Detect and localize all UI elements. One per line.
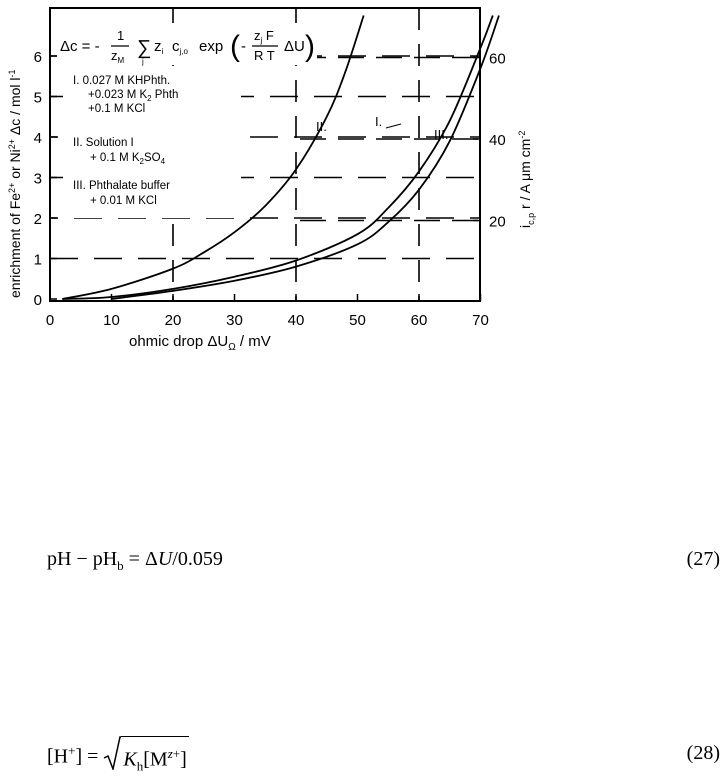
equation-28-body: [H+] = $K_h[M^{z+}]$ [47, 736, 189, 780]
formula-sum-symbol: ∑ [137, 37, 152, 59]
legend [63, 68, 241, 218]
y2-tick-label-40: 40 [489, 132, 506, 149]
formula-frac1-den: $z_M$ [111, 48, 125, 65]
y-tick-label-6: 6 [33, 49, 42, 66]
y-tick-label-4: 4 [33, 130, 42, 147]
formula-frac2-num: $z_j$ F [254, 28, 274, 45]
formula-exp: exp [199, 38, 224, 55]
x-axis-title: ohmic drop $\Delta U_\Omega$ / mV [129, 333, 271, 353]
legend-3-line-2: + 0.01 M KCl [90, 195, 157, 207]
legend-1-line-3: +0.1 M KCl [88, 103, 146, 115]
formula-term-z: $z_i$ [154, 38, 164, 56]
x-tick-labels [46, 312, 489, 329]
curve-label-iii: III. [434, 127, 449, 142]
formula-box [57, 23, 317, 66]
y-tick-label-5: 5 [33, 89, 42, 107]
y2-tick-label-60: 60 [489, 50, 506, 68]
formula-right-paren: ) [305, 30, 315, 63]
equation-27-body: pH − $pH_b = \Delta U/0.059$ [47, 548, 223, 573]
y2-axis-title: $i_{c,p}$ r / A μm $cm^{-2}$ [517, 130, 536, 228]
x-tick-label-50: 50 [349, 312, 366, 329]
formula-lhs: Δc = - [60, 38, 100, 55]
formula-frac2-den: R T [254, 48, 275, 63]
formula-term-c: $c_{j,o}$ [172, 38, 188, 56]
x-tick-label-60: 60 [410, 312, 428, 329]
curve-label-i: I. [375, 114, 383, 129]
legend-1-line-1: I. 0.027 M KHPhth. [73, 75, 171, 87]
curve-label-ii: II. [316, 119, 327, 134]
x-tick-label-20: 20 [164, 312, 182, 329]
x-tick-label-30: 30 [226, 312, 243, 329]
y-axis-title: enrichment of $Fe^{2+}$ or $Ni^{2+}$ Δc / mol $l^{-1}$ [7, 69, 23, 298]
x-tick-label-0: 0 [45, 312, 55, 329]
y2-tick-label-20: 20 [489, 213, 506, 231]
equation-27-number: (27) [686, 548, 720, 570]
formula-delta-u: ΔU [284, 38, 305, 55]
radical-sign-icon [103, 736, 121, 770]
legend-1-line-2: +0.023 M $K_2$ Phth [88, 89, 179, 103]
y-tick-label-3: 3 [33, 170, 42, 188]
y-tick-labels [34, 49, 42, 309]
legend-2-line-2: + 0.1 M $K_2SO_4$ [90, 152, 166, 166]
y-tick-label-0: 0 [33, 292, 42, 309]
y-tick-label-2: 2 [33, 211, 42, 228]
formula-left-paren: ( [230, 30, 240, 63]
y2-tick-labels [489, 51, 506, 231]
y-tick-label-1: 1 [33, 251, 42, 269]
formula-inner-sign: - [241, 38, 246, 55]
equation-28-number: (28) [686, 742, 720, 764]
formula-sum-index: j [142, 57, 144, 66]
x-tick-label-10: 10 [103, 312, 120, 329]
equation-27 [47, 548, 721, 578]
curve-label-i-leader [386, 124, 401, 128]
x-tick-label-40: 40 [287, 312, 305, 329]
formula-frac1-num: 1 [117, 28, 125, 43]
legend-2-line-1: II. Solution I [73, 137, 134, 149]
x-tick-label-70: 70 [472, 312, 489, 329]
square-root: $K_h[M^{z+}]$ [103, 736, 188, 780]
equation-28 [47, 742, 721, 772]
legend-3-line-1: III. Phthalate buffer [73, 180, 170, 192]
